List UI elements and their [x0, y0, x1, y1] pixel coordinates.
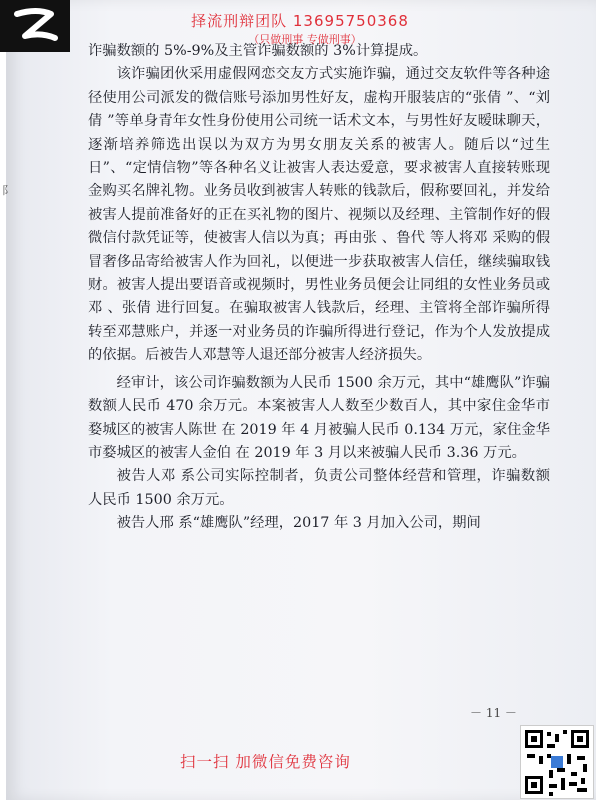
paragraph-5: 被告人邢 系“雄鹰队”经理，2017 年 3 月加入公司，期间 [116, 515, 481, 532]
margin-mark: 阝 [2, 184, 13, 197]
brand-logo [0, 0, 70, 52]
qr-code-icon [521, 726, 593, 798]
logo-glyph-icon [11, 8, 59, 44]
banner-subtitle: （只做刑事 专做刑事） [248, 33, 362, 46]
wechat-cta[interactable]: 扫一扫 加微信免费咨询 [180, 753, 351, 771]
page-number: － 11 － [470, 706, 517, 720]
paragraph-1: 诈骗数额的 5%-9%及主管诈骗数额的 3%计算提成。 [88, 43, 428, 59]
paragraph-3: 经审计，该公司诈骗数额为人民币 1500 余万元，其中“雄鹰队”诈骗数额人民币 470 余万元。本案被害人人数至少数百人，其中家住金华市婺城区的被害人陈世 在 2019 年 4 月被骗人民币 0.134 万元，家住金华市婺城区的被害人金伯 在 2019 年 3 月以来被骗人民币 3.36 万元。 [88, 374, 550, 461]
qr-code[interactable] [520, 725, 594, 799]
paragraph-4: 被告人邓 系公司实际控制者，负责公司整体经营和管理，诈骗数额人民币 1500 余万元。 [88, 468, 550, 508]
paragraph-2: 该诈骗团伙采用虚假网恋交友方式实施诈骗，通过交友软件等各种途径使用公司派发的微信账号添加男性好友，虚构开服装店的“张倩 ”、“刘倩 ”等单身青年女性身份使用公司统一话术文本，与男性好友暧昧聊天，逐渐培养筛选出误以为双方为男女朋友关系的被害人。随后以“过生日”、“定情信物”等各种名义让被害人表达爱意，要求被害人直接转账现金购买名牌礼物。业务员收到被害人转账的钱款后，假称要回礼，并发给被害人提前准备好的正在买礼物的图片、视频以及经理、主管制作好的假微信付款凭证等，使被害人信以为真；再由张 、鲁代 等人将邓 采购的假冒奢侈品寄给被害人作为回礼，以便进一步获取被害人信任，继续骗取钱财。被害人提出要语音或视频时，男性业务员便会让同组的女性业务员或邓 、张倩 进行回复。在骗取被害人钱款后，经理、主管将全部诈骗所得转至邓慧账户，并逐一对业务员的诈骗所得进行登记，作为个人发放提成的依据。后被告人邓慧等人退还部分被害人经济损失。 [88, 66, 550, 364]
banner-title: 择流刑辩团队 13695750368 [191, 12, 409, 30]
document-body [88, 40, 550, 536]
